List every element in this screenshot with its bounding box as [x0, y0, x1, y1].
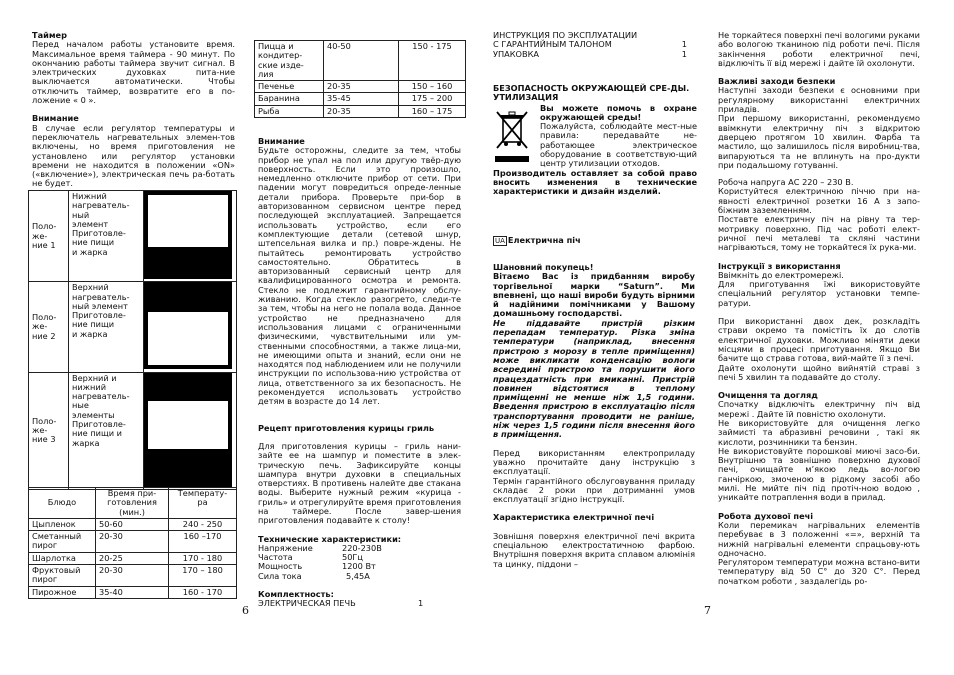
spec-label: Мощность	[258, 561, 303, 572]
eco-lead: Вы можете помочь в охране окружающей среды!	[540, 102, 697, 122]
crossed-wheelie-bin-icon	[493, 108, 533, 164]
dish-cell: Сметанный пирог	[29, 531, 96, 553]
warning-text: В случае если регулятор температуры и переключатель нагревательных элемен-тов включены, но время приготовления не установлено или регулятор установки времени не находится в положении «ON» («включение»), электрическая печь ра-ботать не будет.	[32, 122, 235, 189]
ua-oven-title: Робота духової печі	[718, 510, 814, 521]
recipe-text: Для приготовления курицы – гриль нани-зайте ее на шампур и поместите в элек-трическую печь. Зафиксируйте концы шампура внутри духовки в специальных отверстиях. В противень налейте две стакана воды. Выберите нужный режим «курица - гриль» и отрегулируйте время приготовления на таймере. После завер-шения приготовления подавайте к столу!	[258, 440, 461, 526]
recipe-title: Рецепт приготовления курицы гриль	[258, 422, 435, 433]
dish-header-temp: Температу- ра	[169, 488, 237, 519]
ua-title-text: Електрична піч	[507, 235, 581, 245]
spec-value: 50Гц	[342, 552, 363, 563]
ua-title	[493, 236, 613, 246]
time-cell: 20-30	[96, 531, 169, 553]
eco-title: БЕЗОПАСНОСТЬ ОКРУЖАЮЩЕЙ СРЕ-ДЫ. УТИЛИЗАЦИЯ	[493, 83, 690, 103]
ua-important-text1: Наступні заходи безпеки є основними при регулярному використанні електричних приладів.	[718, 85, 920, 115]
position-diagram	[144, 191, 237, 282]
table-row	[29, 565, 237, 587]
position-row	[29, 191, 237, 282]
dish-cell: Фруктовый пирог	[29, 565, 96, 587]
temp-cell: 240 - 250	[169, 518, 237, 530]
ua-col2-top: Не торкайтеся поверхні печі вологими руками або вологою тканиною під роботи печі. Після закінчення роботи електричної печі, відключіть її від мережі і дайте їй охолонути.	[718, 30, 920, 68]
ua-cleaning-text1: Спочатку відключіть електричну піч від мережі . Дайте їй повністю охолонути.	[718, 399, 920, 419]
package-item: ЭЛЕКТРИЧЕСКАЯ ПЕЧЬ	[258, 598, 356, 609]
dish-cell: Пирожное	[29, 586, 96, 598]
eco-text: Пожалуйста, соблюдайте мест-ные правила: передавайте не-работающее электрическое оборудование в соответствую-щий центр утилизации отходов.	[540, 121, 697, 169]
specs-list	[258, 544, 461, 581]
time-cell: 20-35	[324, 105, 399, 117]
temp-cell: 150 – 160	[399, 81, 466, 93]
meat-table	[254, 40, 466, 118]
spec-value: 220-230В	[342, 542, 382, 553]
ua-greeting: Шановний покупець!	[493, 262, 594, 272]
ua-cleaning-title: Очищення та догляд	[718, 390, 818, 401]
dish-cell: Шарлотка	[29, 552, 96, 564]
attention-title: Внимание	[258, 136, 305, 146]
table-row	[255, 81, 466, 93]
dish-header-time: Время при- готовления (мин.)	[96, 488, 169, 519]
left-column-1	[32, 31, 235, 189]
ua-usage-text1: Ввімкніть до електромережі.	[718, 269, 844, 280]
toc-num: 1	[681, 39, 687, 50]
table-row	[255, 105, 466, 117]
position-row	[29, 372, 237, 489]
ua-text1: Перед використанням електроприладу уважно прочитайте дану інструкцію з експлуатації.	[493, 447, 695, 477]
spec-label: Напряжение	[258, 542, 313, 553]
package-qty: 1	[418, 598, 424, 609]
ua-language-tag: UA	[495, 237, 505, 245]
ua-intro-italic: Не піддавайте пристрій різким перепадам температур. Різка зміна температури (наприклад, внесення пристрою з морозу в тепле приміщення) може викликати конденсацію вологи всередині пристрою та порушити його працездатність при вмиканні. Пристрій повинен відстоятися в теплому приміщенні не менше ніж 1,5 години. Введення пристрою в експлуатацію після транспортування проводити не раніше, ніж через 1,5 години після внесення його в приміщення.	[493, 317, 695, 440]
position-desc: Нижний нагреватель- ный элемент Приготовле- ние пищи и жарка	[69, 191, 144, 282]
temp-cell: 175 – 200	[399, 93, 466, 105]
time-cell: 20-35	[324, 81, 399, 93]
ua-char-title: Характеристика електричної печі	[493, 512, 655, 523]
eco-section	[493, 84, 697, 196]
dish-cell: Цыпленок	[29, 518, 96, 530]
time-cell: 50-60	[96, 518, 169, 530]
toc-row	[493, 50, 687, 59]
dish-cell: Пицца и кондитер- ские изде- лия	[255, 41, 324, 81]
ua-important-text4: Користуйтеся електричною піччю при на-явності електричної розетки 16 А з запо-біжним заземленням.	[718, 186, 920, 216]
position-desc: Верхний нагреватель- ный элемент Приготовле- ние пищи и жарка	[69, 282, 144, 372]
ua-cleaning-text3: Не використовуйте порошкові миючі засо-би. Внутрішню та зовнішню поверхню духової печі, очищайте м’якою ледь во-логою ганчіркою, змоченою в рідкому засобі або милі. Не мийте піч під протіч-ною водою , уникайте потраплення води в прилад.	[718, 445, 920, 503]
spec-label: Сила тока	[258, 570, 302, 581]
position-desc: Верхний и нижний нагреватель- ные элементы Приготовле- ние пищи и жарка	[69, 372, 144, 489]
temp-cell: 160 –170	[169, 531, 237, 553]
toc	[493, 31, 687, 59]
warning-title: Внимание	[32, 113, 79, 124]
ua-oven-text2: Регулятором температури можна встано-вити температуру від 50 С° до 320 С°. Перед початком роботи , заздалегідь ро-	[718, 557, 920, 586]
table-row	[255, 41, 466, 81]
toc-text: УПАКОВКА	[493, 48, 540, 59]
dish-table	[28, 487, 237, 599]
oven-upper-element-diagram	[144, 282, 232, 369]
ua-intro-bold: Вітаємо Вас із придбанням виробу торгівельної марки “Saturn”. Ми впевнені, що наші вироби будуть вірними й надійними помічниками у Вашому домашньому господарстві.	[493, 271, 695, 319]
time-cell: 40-50	[324, 41, 399, 81]
oven-both-elements-diagram	[144, 373, 232, 487]
page-number-right: 7	[704, 604, 711, 617]
toc-num: 1	[681, 48, 687, 59]
page-number-left: 6	[242, 604, 249, 617]
ua-important-text2: При першому використанні, рекомендуємо ввімкнути електричну піч з відкритою дверцею протягом 10 хвилин. Фарба та мастило, що залишилось після виробниц-тва, випаруються та не вплинуть на про-дукти при подальшому готуванні.	[718, 113, 920, 170]
spec-value: 1200 Вт	[342, 561, 376, 572]
oven-lower-element-diagram	[144, 191, 232, 279]
temp-cell: 150 - 175	[399, 41, 466, 81]
ua-important-title: Важливі заходи безпеки	[718, 76, 836, 87]
temp-cell: 160 - 170	[169, 586, 237, 598]
timer-title: Таймер	[32, 30, 67, 40]
position-label: Поло- же- ние 3	[29, 372, 69, 489]
position-label: Поло- же- ние 2	[29, 282, 69, 372]
time-cell: 20-30	[96, 565, 169, 587]
ua-char-text: Зовнішня поверхня електричної печі вкрита спеціальною електростатичною фарбою. Внутрішня поверхня вкрита сплавом алюмінія та цинку, піддони –	[493, 530, 695, 569]
ua-important-text3: Робоча напруга АС 220 – 230 В.	[718, 177, 854, 188]
spec-label: Частота	[258, 552, 293, 563]
left-column-2	[258, 137, 461, 609]
toc-text: С ГАРАНТИЙНЫМ ТАЛОНОМ	[493, 39, 612, 50]
dish-table-header	[29, 488, 237, 519]
table-row	[29, 531, 237, 553]
eco-note: Производитель оставляет за собой право вносить изменения в технические характеристики и дизайн изделий.	[493, 167, 697, 197]
specs-title: Технические характеристики:	[258, 533, 402, 544]
table-row	[29, 552, 237, 564]
attention-text: Будьте осторожны, следите за тем, чтобы прибор не упал на пол или другую твёр-дую поверхность. Если это произошло, немедленно отключите прибор от сети. При падении могут повредиться опреде-ленные детали прибора. Проверьте при-бор в авторизованном сервисном центре перед последующей эксплуатацией. Запрещается использовать устройство, если его комплектующие детали (сетевой шнур, штепсельная вилка и пр.) повре-ждены. Не пытайтесь ремонтировать устройство самостоятельно. Обратитесь в авторизованный сервисный центр для квалифицированного осмотра и ремонта. Стекло не подлежит гарантийному обслу-живанию. Когда стекло разогрето, следи-те за тем, чтобы на него не попала вода. Данное устройство не предназначено для использования лицами с ограниченными физическими, чувствительными или ум-ственными способностями, а также лица-ми, не имеющими опыта и знаний, если они не находятся под наблюдением или не получили инструкции по использова-нию устройства от лица, ответственного за их безопасность. Не рекомендуется использовать устройство детям в возрасте до 14 лет.	[258, 145, 461, 407]
toc-text: ИНСТРУКЦИЯ ПО ЭКСПЛУАТАЦИИ	[493, 30, 638, 40]
temp-cell: 170 - 180	[169, 552, 237, 564]
ua-usage-title: Інструкції з використання	[718, 260, 841, 271]
dish-cell: Баранина	[255, 93, 324, 105]
ua-cleaning-text2: Не використовуйте для очищення легко займисті та абразивні речовини , такі як кислоти, розчинники та бензин.	[718, 417, 920, 447]
package-row	[258, 599, 461, 608]
ua-usage-text3: При використанні двох дек, розкладіть страви окремо та помістіть їх до слотів електричної духовки. Можливо міняти деки місцями в процесі приготування. Якщо Ви бачите що страва готова, вий-майте її з печі.	[718, 316, 920, 364]
position-row	[29, 282, 237, 372]
ua-intro	[493, 263, 695, 569]
time-cell: 20-25	[96, 552, 169, 564]
dish-cell: Рыба	[255, 105, 324, 117]
dish-header-name: Блюдо	[29, 488, 96, 519]
ua-oven-text1: Коли перемикач нагрівальних елементів перебуває в 3 положенні «=», верхній та нижній нагрівальні елементи спрацьову-ють одночасно.	[718, 519, 920, 558]
time-cell: 35-40	[96, 586, 169, 598]
temp-cell: 160 – 175	[399, 105, 466, 117]
ua-important-text5: Поставте електричну піч на рівну та тер-мотривку поверхню. Під час роботі елект-ричної печі металеві та скляні частини нагріваються, тому не торкайтеся їх рука-ми.	[718, 214, 920, 253]
spec-row	[258, 572, 461, 581]
package-title: Комплектность:	[258, 589, 334, 600]
temp-cell: 170 – 180	[169, 565, 237, 587]
table-row	[255, 93, 466, 105]
right-column-2	[718, 31, 920, 586]
position-diagram	[144, 282, 237, 372]
dish-cell: Печенье	[255, 81, 324, 93]
time-cell: 35-45	[324, 93, 399, 105]
spec-value: 5,45А	[346, 570, 370, 581]
timer-text: Перед началом работы установите время. Максимальное время таймера - 90 минут. По окончанию работы таймера звучит сигнал. В электрических духовках пита-ние выключается автоматически. Чтобы отключить таймер, возвратите его в по-ложение « 0 ».	[32, 39, 235, 106]
table-row	[29, 586, 237, 598]
table-row	[29, 518, 237, 530]
position-table	[28, 190, 237, 490]
ua-usage-text2: Для приготування їжі використовуйте спеціальний регулятор установки темпе-ратури.	[718, 279, 920, 308]
ua-usage-text4: Дайте охолонути щойно вийнятій страві з печі 5 хвилин та подавайте до столу.	[718, 362, 920, 382]
ua-text2: Термін гарантійного обслуговування приладу складає 2 роки при дотриманні умов експлуатації згідно інструкції.	[493, 475, 695, 505]
position-diagram	[144, 372, 237, 489]
position-label: Поло- же- ние 1	[29, 191, 69, 282]
